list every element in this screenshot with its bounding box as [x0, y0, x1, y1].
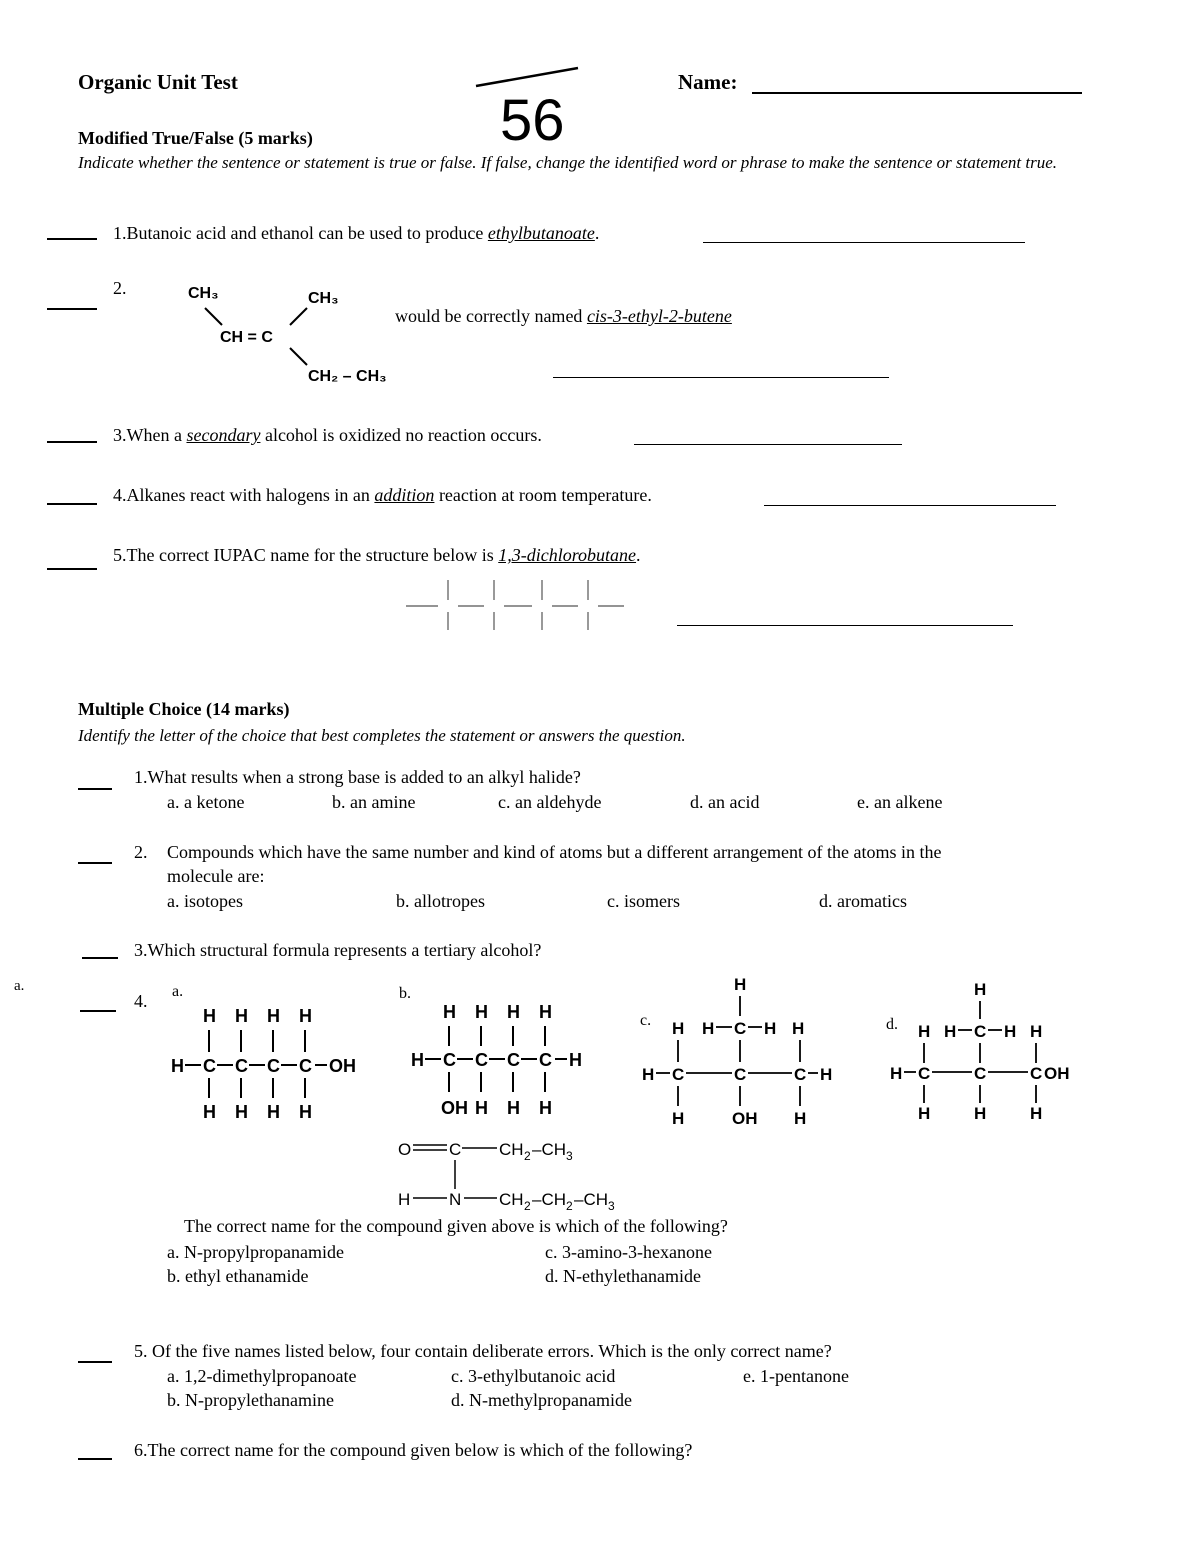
mc-q5-text: 5. Of the five names listed below, four contain deliberate errors. Which is the only correct name?	[134, 1341, 832, 1361]
tf-q1-correction-blank[interactable]	[703, 242, 1025, 243]
mc-q1-option-b: b. an amine	[332, 792, 416, 812]
svg-text:C: C	[203, 1056, 216, 1076]
mc-q1-text: 1.What results when a strong base is added to an alkyl halide?	[134, 767, 581, 787]
structure-b-label: b.	[399, 985, 411, 1002]
mc-q5-option-d: d. N-methylpropanamide	[451, 1390, 632, 1410]
mc-q2-option-c: c. isomers	[607, 891, 680, 911]
mc-q3-margin-answer: a.	[14, 978, 25, 994]
svg-text:H: H	[203, 1006, 216, 1026]
svg-text:H: H	[507, 1098, 520, 1118]
mc-q5-option-a: a. 1,2-dimethylpropanoate	[167, 1366, 357, 1386]
svg-text:C: C	[918, 1064, 931, 1083]
svg-text:3: 3	[566, 1149, 573, 1163]
tf-q2-answer-blank[interactable]	[47, 308, 97, 310]
svg-text:H: H	[792, 1019, 805, 1038]
svg-text:H: H	[539, 1002, 552, 1022]
mc-q2-line2: molecule are:	[167, 866, 265, 886]
test-title: Organic Unit Test	[78, 70, 238, 94]
svg-text:H: H	[299, 1006, 312, 1026]
svg-text:H: H	[918, 1104, 931, 1123]
tf-q4: 4.Alkanes react with halogens in an addition reaction at room temperature.	[113, 485, 652, 505]
svg-text:H: H	[569, 1050, 582, 1070]
mc-q2-answer-blank[interactable]	[78, 862, 112, 864]
svg-text:H: H	[1030, 1022, 1043, 1041]
svg-text:H: H	[235, 1006, 248, 1026]
mc-q4-option-b: b. ethyl ethanamide	[167, 1266, 309, 1286]
svg-text:H: H	[475, 1002, 488, 1022]
svg-text:H: H	[475, 1098, 488, 1118]
score-mark	[470, 60, 590, 160]
score-text: 56	[500, 88, 565, 153]
svg-text:N: N	[449, 1190, 462, 1209]
tf-q1-answer-blank[interactable]	[47, 238, 97, 240]
svg-text:H: H	[642, 1065, 655, 1084]
mc-q1-option-a: a. a ketone	[167, 792, 245, 812]
mc-q2-number: 2.	[134, 842, 148, 862]
svg-text:H: H	[820, 1065, 833, 1084]
double-bond: CH = C	[220, 329, 273, 346]
svg-text:H: H	[267, 1102, 280, 1122]
mc-q1-option-c: c. an aldehyde	[498, 792, 602, 812]
svg-text:H: H	[974, 980, 987, 999]
svg-text:C: C	[539, 1050, 552, 1070]
mc-q3-answer-blank[interactable]	[82, 957, 118, 959]
svg-text:H: H	[794, 1109, 807, 1128]
svg-text:–CH: –CH	[532, 1140, 567, 1159]
structure-d	[888, 975, 1098, 1125]
tf-q2-correction-blank[interactable]	[553, 377, 889, 378]
svg-text:H: H	[443, 1002, 456, 1022]
structure-b	[405, 998, 605, 1123]
svg-text:H: H	[171, 1056, 184, 1076]
mc-q2-option-d: d. aromatics	[819, 891, 907, 911]
mc-q5-option-e: e. 1-pentanone	[743, 1366, 849, 1386]
svg-text:H: H	[267, 1006, 280, 1026]
svg-text:H: H	[539, 1098, 552, 1118]
svg-text:O: O	[398, 1140, 412, 1159]
svg-text:H: H	[398, 1190, 411, 1209]
svg-text:C: C	[235, 1056, 248, 1076]
svg-text:–CH: –CH	[574, 1190, 609, 1209]
tf-q5-answer-blank[interactable]	[47, 568, 97, 570]
mc-q5-answer-blank[interactable]	[78, 1361, 112, 1363]
svg-text:2: 2	[524, 1149, 531, 1163]
svg-text:OH: OH	[732, 1109, 758, 1128]
svg-text:C: C	[1030, 1064, 1043, 1083]
amide-structure	[395, 1133, 655, 1215]
mc-q4-number: 4.	[134, 991, 148, 1011]
tf-q3: 3.When a secondary alcohol is oxidized no reaction occurs.	[113, 425, 542, 445]
svg-text:H: H	[702, 1019, 715, 1038]
svg-text:H: H	[672, 1109, 685, 1128]
svg-text:C: C	[974, 1022, 987, 1041]
tf-q3-correction-blank[interactable]	[634, 444, 902, 445]
tf-q3-answer-blank[interactable]	[47, 441, 97, 443]
svg-text:2: 2	[524, 1199, 531, 1213]
svg-text:H: H	[1030, 1104, 1043, 1123]
mc-q5-option-c: c. 3-ethylbutanoic acid	[451, 1366, 616, 1386]
svg-text:C: C	[449, 1140, 462, 1159]
mc-instructions: Identify the letter of the choice that best completes the statement or answers the question.	[78, 726, 686, 745]
tf-q4-correction-blank[interactable]	[764, 505, 1056, 506]
svg-text:H: H	[203, 1102, 216, 1122]
mc-q4-option-d: d. N-ethylethanamide	[545, 1266, 701, 1286]
mc-q2-option-a: a. isotopes	[167, 891, 243, 911]
svg-text:H: H	[764, 1019, 777, 1038]
svg-text:–CH: –CH	[532, 1190, 567, 1209]
mc-heading: Multiple Choice (14 marks)	[78, 699, 290, 719]
svg-text:H: H	[672, 1019, 685, 1038]
svg-text:C: C	[734, 1019, 747, 1038]
tf-q1: 1.Butanoic acid and ethanol can be used to produce ethylbutanoate.	[113, 223, 600, 243]
svg-text:H: H	[890, 1064, 903, 1083]
tf-q2-number: 2.	[113, 278, 127, 298]
svg-text:C: C	[443, 1050, 456, 1070]
mc-q2-option-b: b. allotropes	[396, 891, 485, 911]
svg-text:C: C	[475, 1050, 488, 1070]
svg-text:OH: OH	[1044, 1064, 1070, 1083]
svg-text:C: C	[299, 1056, 312, 1076]
tf-q5-structure	[392, 570, 652, 645]
mc-q1-option-d: d. an acid	[690, 792, 760, 812]
structure-c	[640, 968, 850, 1133]
svg-text:CH: CH	[499, 1190, 524, 1209]
mc-q4-option-c: c. 3-amino-3-hexanone	[545, 1242, 712, 1262]
svg-text:C: C	[794, 1065, 807, 1084]
svg-text:C: C	[974, 1064, 987, 1083]
svg-text:C: C	[267, 1056, 280, 1076]
ch3-right: CH₃	[308, 290, 339, 307]
svg-text:OH: OH	[329, 1056, 356, 1076]
tf-q4-answer-blank[interactable]	[47, 503, 97, 505]
mc-q6-answer-blank[interactable]	[78, 1458, 112, 1460]
mc-q1-answer-blank[interactable]	[78, 788, 112, 790]
tf-q5: 5.The correct IUPAC name for the structure below is 1,3-dichlorobutane.	[113, 545, 641, 565]
svg-text:H: H	[974, 1104, 987, 1123]
tf-q5-correction-blank[interactable]	[677, 625, 1013, 626]
svg-text:2: 2	[566, 1199, 573, 1213]
tf-q2-text: would be correctly named cis-3-ethyl-2-butene	[395, 306, 732, 326]
svg-text:H: H	[235, 1102, 248, 1122]
name-field[interactable]	[752, 92, 1082, 94]
mc-q1-option-e: e. an alkene	[857, 792, 943, 812]
svg-text:H: H	[918, 1022, 931, 1041]
structure-a-label: a.	[172, 983, 184, 1000]
svg-text:H: H	[734, 975, 747, 994]
mc-q3-text: 3.Which structural formula represents a tertiary alcohol?	[134, 940, 542, 960]
mc-q4-option-a: a. N-propylpropanamide	[167, 1242, 344, 1262]
svg-text:OH: OH	[441, 1098, 468, 1118]
tf-heading: Modified True/False (5 marks)	[78, 128, 313, 148]
tf-instructions: Indicate whether the sentence or statement is true or false. If false, change the identified word or phrase to make the sentence or statement true.	[78, 153, 1058, 172]
structure-d-label: d.	[886, 1016, 898, 1033]
mc-q6-text: 6.The correct name for the compound given below is which of the following?	[134, 1440, 693, 1460]
svg-text:H: H	[411, 1050, 424, 1070]
svg-text:H: H	[507, 1002, 520, 1022]
svg-text:C: C	[734, 1065, 747, 1084]
ch3-left: CH₃	[188, 285, 219, 302]
name-label: Name:	[678, 70, 738, 94]
mc-q4-answer-blank[interactable]	[80, 1010, 116, 1012]
mc-q2-line1: Compounds which have the same number and kind of atoms but a different arrangement of the atoms in the	[167, 842, 942, 862]
mc-q5-option-b: b. N-propylethanamine	[167, 1390, 334, 1410]
structure-a	[165, 1000, 375, 1130]
svg-text:H: H	[299, 1102, 312, 1122]
svg-text:C: C	[507, 1050, 520, 1070]
svg-text:C: C	[672, 1065, 685, 1084]
svg-text:CH: CH	[499, 1140, 524, 1159]
svg-text:3: 3	[608, 1199, 615, 1213]
mc-q4-prompt: The correct name for the compound given above is which of the following?	[184, 1216, 728, 1236]
structure-c-label: c.	[640, 1012, 652, 1029]
svg-text:H: H	[1004, 1022, 1017, 1041]
ethyl-group: CH₂ – CH₃	[308, 368, 387, 385]
svg-text:H: H	[944, 1022, 957, 1041]
